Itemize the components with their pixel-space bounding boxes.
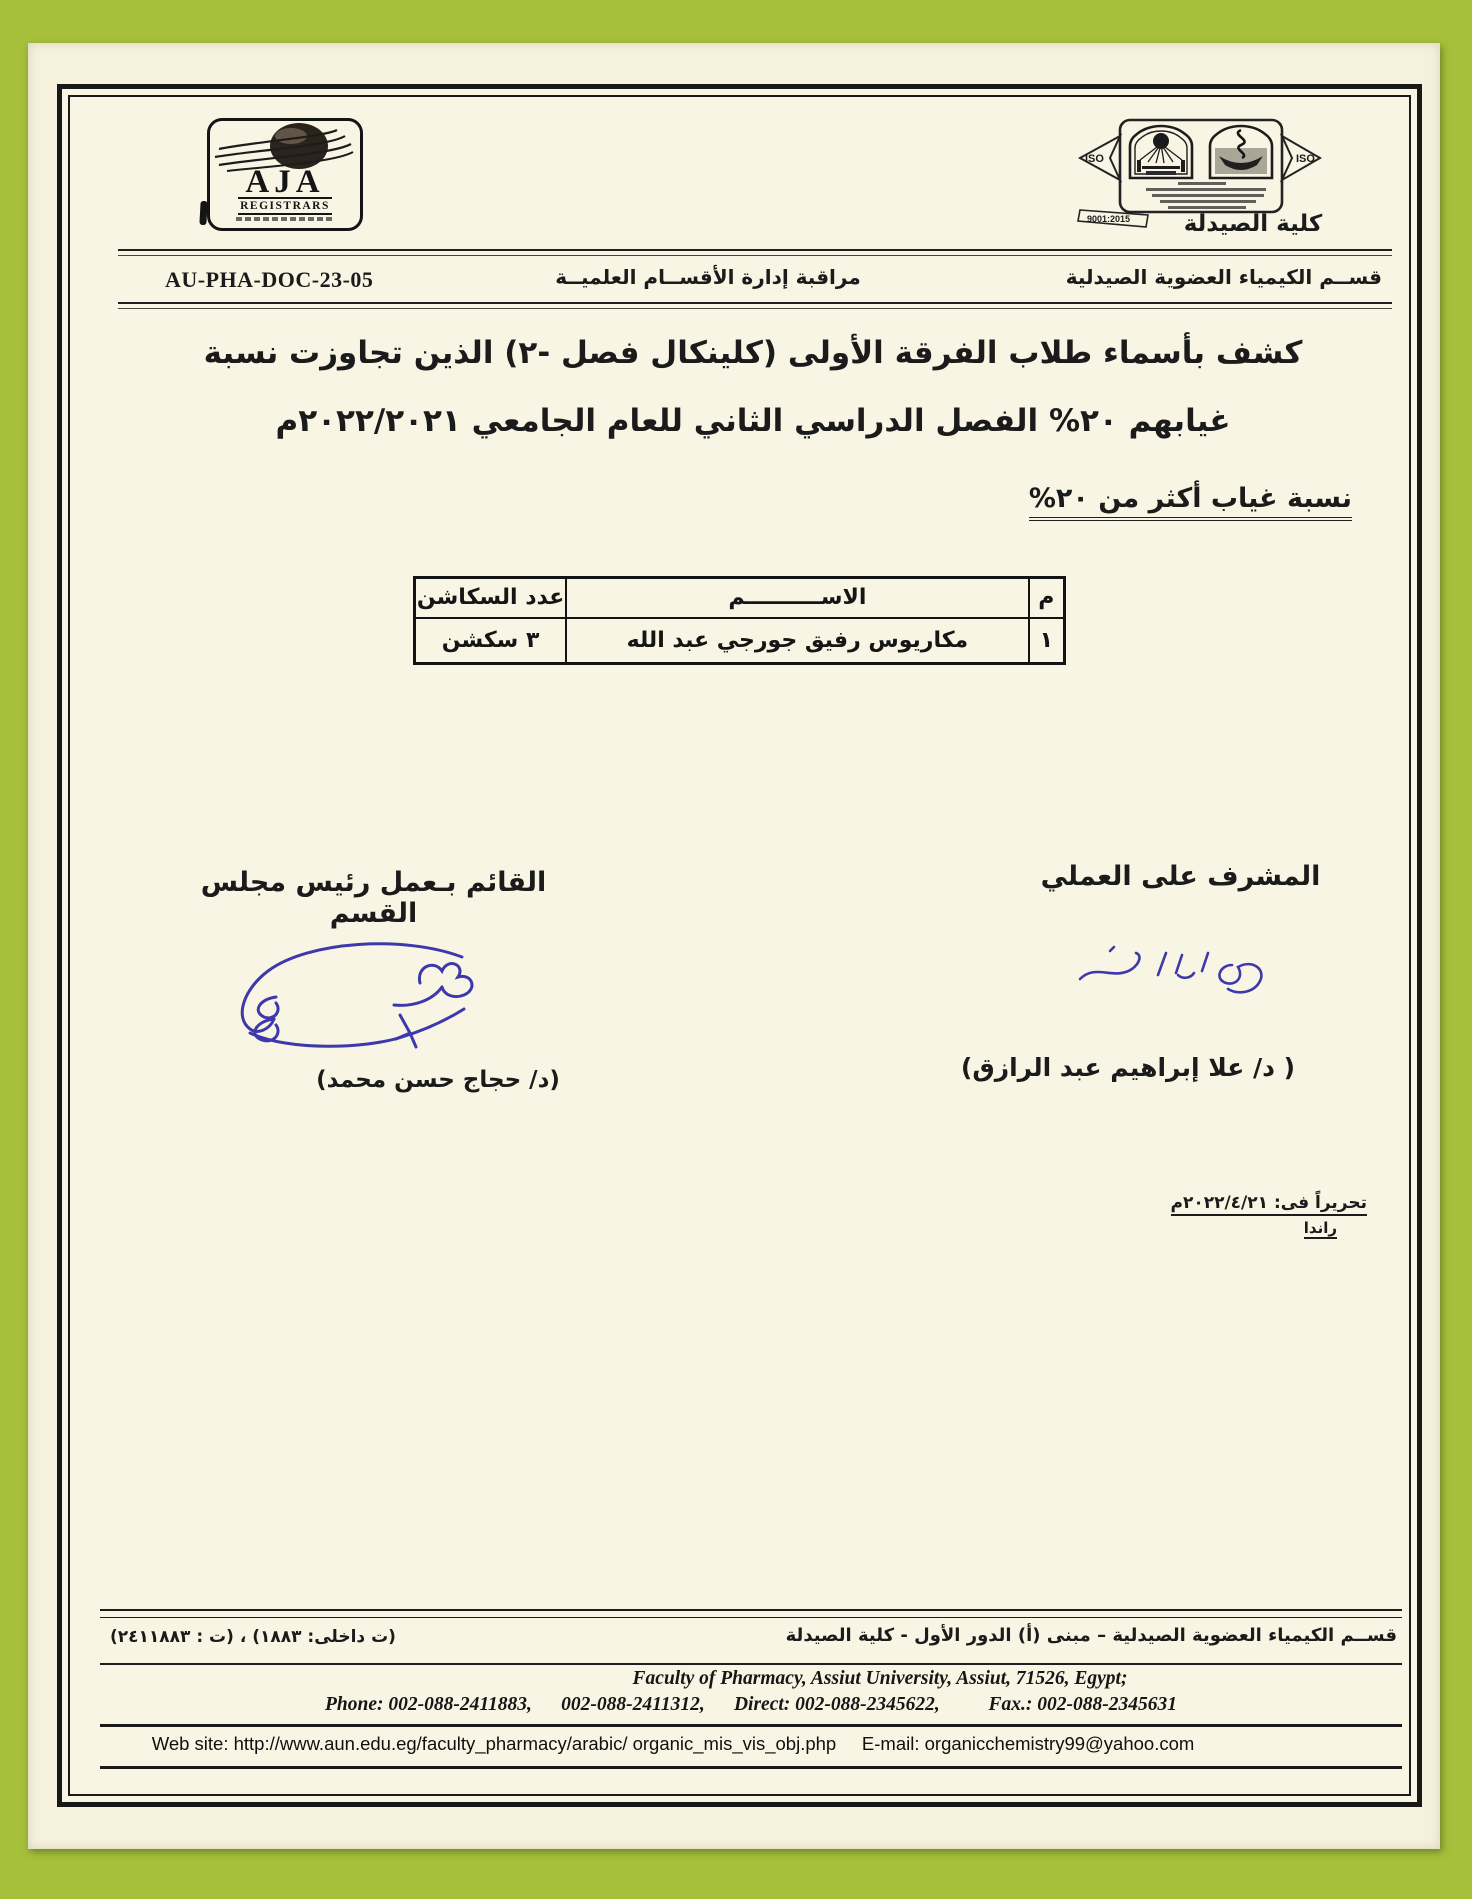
supervisor-signature-scribble: [1074, 939, 1274, 999]
table-header-row: [415, 578, 1065, 618]
col-header-name: الاســــــــــم: [566, 578, 1029, 618]
table-row: [415, 618, 1065, 664]
footer-phones-arabic: (ت داخلى: ١٨٨٣) ، (ت : ٢٤١١٨٨٣): [110, 1627, 396, 1647]
supervisor-name: ( د/ علا إبراهيم عبد الرازق): [960, 1053, 1296, 1082]
col-header-sections: عدد السكاشن: [415, 578, 567, 618]
footer-phones-english: Phone: 002-088-2411883, 002-088-2411312, Direct: 002-088-2345622, Fax.: 002-088-2345631: [325, 1694, 1177, 1715]
issue-date: تحريراً فى: ٢٠٢٢/٤/٢١م: [1171, 1193, 1368, 1216]
iso-ribbon-left: [1080, 136, 1120, 180]
department-head-title: القائم بـعمل رئيس مجلس القسم: [200, 867, 547, 929]
iso-right-label: ISO: [1296, 153, 1315, 165]
header-department-label: قســم الكيمياء العضوية الصيدلية: [1065, 265, 1382, 289]
department-head-name: (د/ حجاج حسن محمد): [316, 1067, 560, 1093]
iso-year-label: 9001:2015: [1087, 214, 1131, 224]
footer-top-rule: [100, 1609, 1402, 1618]
footer-web-top-rule: [100, 1724, 1402, 1727]
supervisor-title: المشرف على العملي: [1040, 861, 1321, 892]
students-table: [413, 576, 1066, 665]
iso-left-label: ISO: [1085, 153, 1104, 165]
footer-mid-rule: [100, 1663, 1402, 1665]
department-head-signature-scribble: [224, 941, 492, 1049]
aja-logo-title: AJA: [245, 164, 325, 200]
title-line-2: غيابهم ٢٠% الفصل الدراسي الثاني للعام الجامعي ٢٠٢٢/٢٠٢١م: [275, 403, 1231, 439]
student-index: ١: [1029, 618, 1065, 664]
footer-arabic-row: [100, 1623, 1402, 1659]
footer-faculty-english: Faculty of Pharmacy, Assiut University, Assiut, 71526, Egypt;: [632, 1668, 1128, 1689]
aja-logo-fineprint: [236, 217, 334, 221]
footer-department-address: قســم الكيمياء العضوية الصيدلية – مبنى (أ) الدور الأول - كلية الصيدلة: [785, 1625, 1397, 1646]
col-header-index: م: [1029, 578, 1065, 618]
aja-logo-subtitle: REGISTRARS: [238, 197, 332, 215]
stamp-caption: كلية الصيدلة: [1183, 211, 1323, 237]
aja-registrars-logo: [207, 118, 363, 231]
footer-web-email: Web site: http://www.aun.edu.eg/faculty_pharmacy/arabic/ organic_mis_vis_obj.php E-mail: organicchemistry99@yahoo.com: [151, 1733, 1195, 1754]
secretary-name: راندا: [1303, 1219, 1337, 1237]
document-page: [28, 43, 1440, 1849]
header-center-label: مراقبة إدارة الأقســام العلميــة: [555, 265, 861, 289]
iso-ribbon-right: [1282, 136, 1320, 180]
header-bottom-rule: [118, 302, 1392, 309]
footer-bottom-rule: [100, 1766, 1402, 1769]
title-line-1: كشف بأسماء طلاب الفرقة الأولى (كلينكال فصل -٢) الذين تجاوزت نسبة: [203, 335, 1303, 371]
student-sections: ٣ سكشن: [415, 618, 567, 664]
header-top-rule: [118, 249, 1392, 256]
student-name: مكاريوس رفيق جورجي عبد الله: [566, 618, 1029, 664]
header-strip: [118, 261, 1392, 301]
document-code: AU-PHA-DOC-23-05: [165, 267, 374, 292]
absence-subtitle: نسبة غياب أكثر من ٢٠%: [1029, 483, 1352, 521]
